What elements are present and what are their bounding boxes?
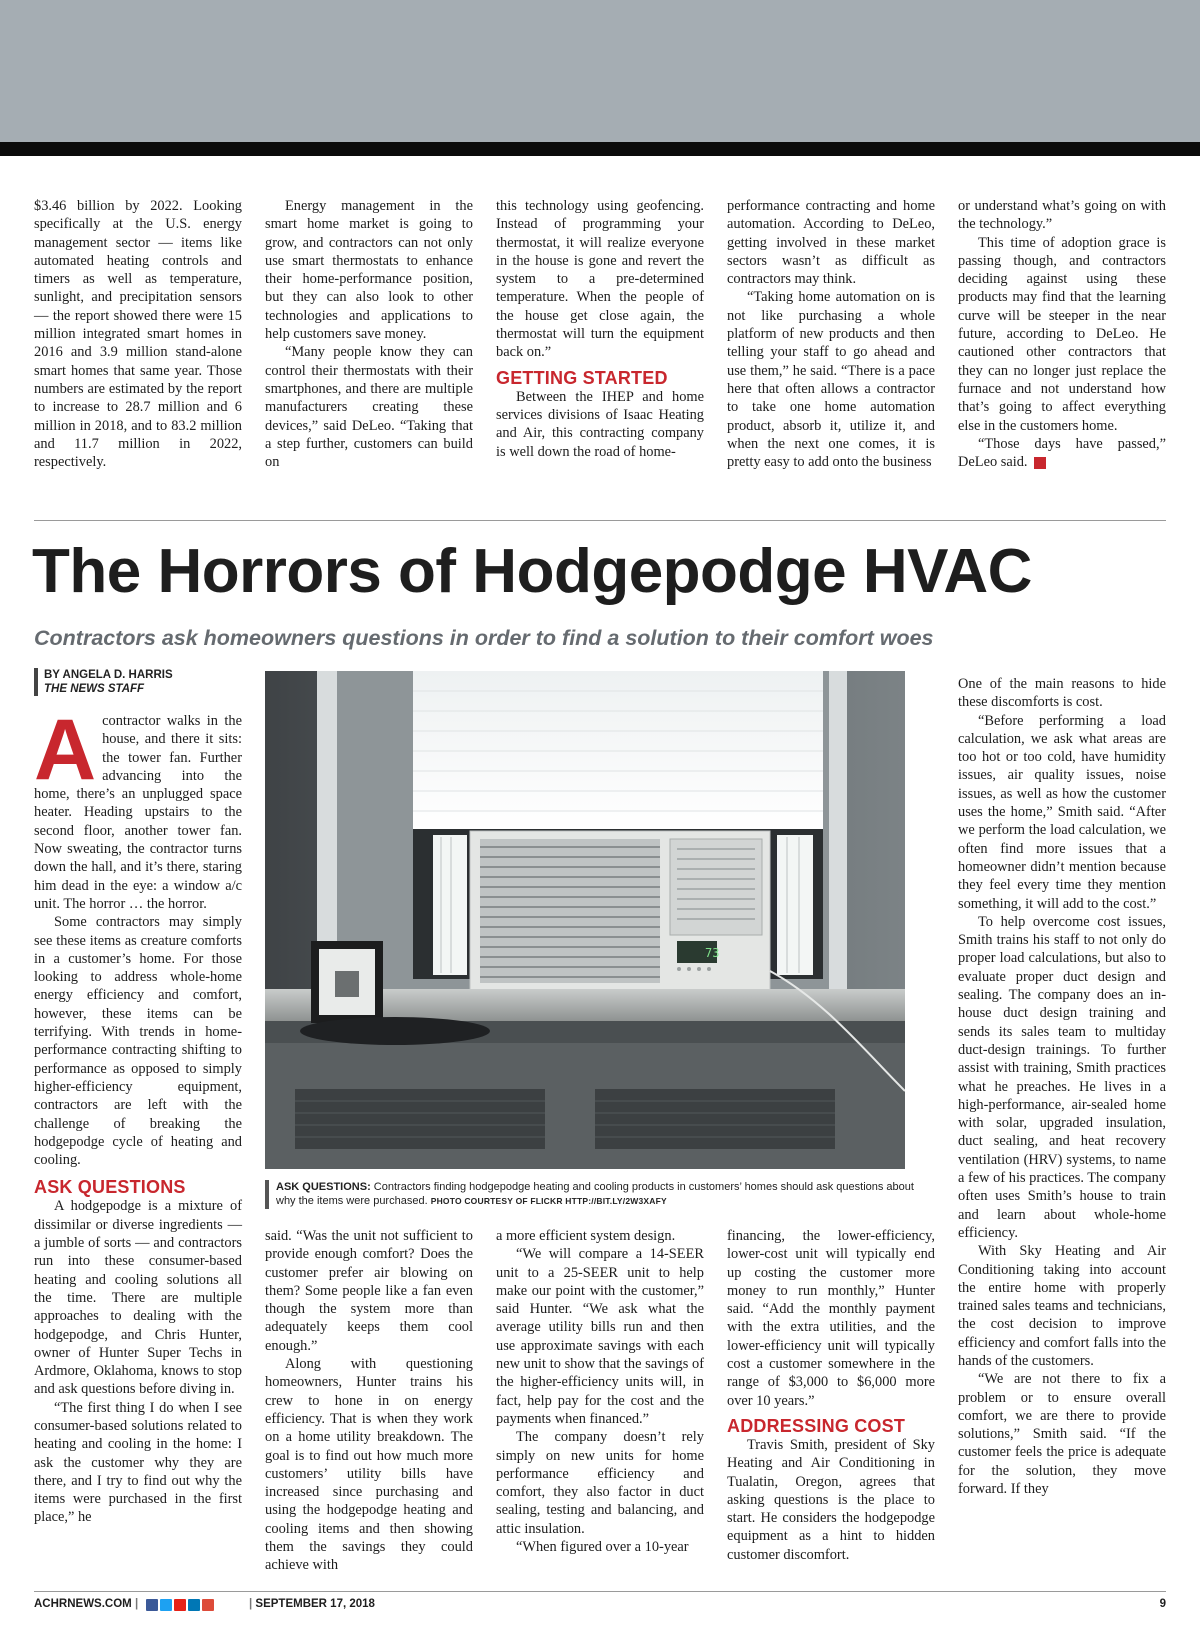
byline-staff: THE NEWS STAFF: [44, 683, 145, 695]
top-column-4: [727, 197, 935, 471]
drop-cap: A: [34, 702, 97, 798]
paragraph: “Many people know they can control their thermostats with their smartphones, and there are multiple manufacturers creating these devices,” said DeLeo. “Taking that a step further, customers can build on: [265, 344, 473, 471]
subheading-ask-questions: ASK QUESTIONS: [34, 1177, 186, 1198]
facebook-icon[interactable]: [146, 1599, 158, 1611]
window-ac-photo: [265, 671, 905, 1169]
header-band: [0, 0, 1200, 142]
paragraph: Along with questioning homeowners, Hunter trains his crew to hone in on energy efficiency. That is when they work on a home utility breakdown. The goal is to find out how much more customers’ utility bills have increased since purchasing and using the hodgepodge heating and cooling items and then showing them the savings they could achieve with: [265, 1356, 473, 1574]
paragraph: This time of adoption grace is passing though, and contractors deciding against using these products may find that the learning curve will be steeper in the near future, according to DeLeo. He cautioned other contractors that they can no longer just replace the furnace and not understand how that’s going to affect everything else in the customers home.: [958, 234, 1166, 434]
site-name: ACHRNEWS.COM: [34, 1598, 132, 1610]
paragraph: The company doesn’t rely simply on new units for home performance efficiency and comfort, they also factor in duct sealing, testing and balancing, and attic insulation.: [496, 1429, 704, 1537]
article-column-5: [958, 675, 1166, 1498]
page-number: 9: [1159, 1598, 1166, 1610]
paragraph: Travis Smith, president of Sky Heating and Air Conditioning in Tualatin, Oregon, agrees that asking questions is the place to start. He considers the hodgepodge equipment as a hint to hidden customer discomfort.: [727, 1436, 935, 1563]
article-column-1: [34, 702, 242, 1527]
paragraph: Between the IHEP and home services divisions of Isaac Heating and Air, this contracting company is well down the road of home-: [496, 388, 704, 460]
footer: [34, 1598, 1166, 1614]
paragraph: “We are not there to fix a problem or to ensure overall comfort, we are there to provide solutions,” Smith said. “If the customer feels the price is adequate for the solution, they move forward. If they: [958, 1371, 1166, 1498]
social-icons: [146, 1599, 216, 1611]
paragraph: Energy management in the smart home market is going to grow, and contractors can not only use smart thermostats to enhance their home-performance position, but they can also look to other technologies and applications to help customers save money.: [265, 198, 473, 343]
article-photo: [265, 671, 905, 1169]
paragraph-text: “Those days have passed,” DeLeo said.: [958, 435, 1166, 471]
paragraph: A hodgepodge is a mixture of dissimilar or diverse ingredients — a jumble of sorts — and contractors run into these consumer-based heating and cooling solutions all the time. There are multiple approaches to dealing with the hodgepodge, and Chris Hunter, owner of Hunter Super Techs in Ardmore, Oklahoma, knows to stop and ask questions before diving in.: [34, 1198, 242, 1398]
top-column-3: [496, 197, 704, 461]
caption-lead: ASK QUESTIONS:: [276, 1181, 371, 1193]
subheading-getting-started: GETTING STARTED: [496, 367, 668, 388]
article-column-4: [727, 1227, 935, 1564]
paragraph: “The first thing I do when I see consumer-based solutions related to heating and cooling in the home: I ask the customer why they are there, and I try to find out why the items were purchased in the first place,” he: [34, 1399, 242, 1526]
paragraph: “Taking home automation on is not like purchasing a whole platform of new products and then telling your staff to go ahead and use them,” he said. “There is a pace here that often allows a contractor to take one home automation product, absorb it, utilize it, and when the next one comes, it is pretty easy to add onto the business: [727, 289, 935, 471]
photo-credit: PHOTO COURTESY OF FLICKR HTTP://BIT.LY/2W3XAFY: [430, 1196, 667, 1207]
paragraph: Some contractors may simply see these items as creature comforts in a customer’s home. For those looking to address whole-home energy efficiency and comfort, however, these items can be terrifying. With trends in home-performance contracting shifting to performance as opposed to simply higher-efficiency equipment, contractors are left with the challenge of breaking the hodgepodge cycle of heating and cooling.: [34, 914, 242, 1169]
paragraph: said. “Was the unit not sufficient to provide enough comfort? Does the customer prefer air blowing on them? Some people like a fan even though the system more than adequately keeps them cool enough.”: [265, 1228, 473, 1354]
paragraph: With Sky Heating and Air Conditioning taking into account the entire home with properly trained sales teams and technicians, the cost decision to improve efficiency and comfort falls into the hands of the customers.: [958, 1243, 1166, 1369]
ac-display-reading: 73: [705, 946, 720, 960]
paragraph: or understand what’s going on with the technology.”: [958, 198, 1166, 233]
paragraph: One of the main reasons to hide these discomforts is cost.: [958, 676, 1166, 711]
youtube-icon[interactable]: [174, 1599, 186, 1611]
google-plus-icon[interactable]: [202, 1599, 214, 1611]
subheading-addressing-cost: ADDRESSING COST: [727, 1415, 906, 1436]
header-rule: [0, 142, 1200, 156]
paragraph: [958, 435, 1166, 472]
issue-date: | SEPTEMBER 17, 2018: [249, 1598, 375, 1610]
article-headline: The Horrors of Hodgepodge HVAC: [32, 537, 1032, 606]
linkedin-icon[interactable]: [188, 1599, 200, 1611]
byline: [34, 668, 173, 696]
paragraph: financing, the lower-efficiency, lower-cost unit will typically end up costing the customer more money to run monthly,” Hunter said. “Add the monthly payment with the extra utilities, and the lower-efficiency unit will typically cost a customer somewhere in the range of $3,000 to $6,000 more over 10 years.”: [727, 1228, 935, 1409]
site-link[interactable]: ACHRNEWS.COM |: [34, 1598, 139, 1610]
paragraph: performance contracting and home automation. According to DeLeo, getting involved in these market sectors wasn’t as difficult as contractors may think.: [727, 198, 935, 288]
top-column-2: [265, 197, 473, 471]
paragraph: To help overcome cost issues, Smith trains his staff to not only do proper load calculations, but also to evaluate proper duct design and sealing. The company does an in-house duct design training and sends its sales team to multiday duct-design trainings. To further assist with training, Smith practices what he preaches. He lives in a high-performance, air-sealed home with solar, upgraded insulation, duct sealing, and heat recovery ventilation (HRV) systems, to name a few of his practices. The company often uses Smith’s house to train and learn about whole-home efficiency.: [958, 913, 1166, 1241]
twitter-icon[interactable]: [160, 1599, 172, 1611]
issue-date-text: SEPTEMBER 17, 2018: [255, 1598, 375, 1610]
article-deck: Contractors ask homeowners questions in order to find a solution to their comfort woes: [34, 626, 934, 650]
top-column-1: [34, 197, 242, 471]
paragraph: “Before performing a load calculation, we ask what areas are too hot or too cold, have humidity issues, air quality issues, noise issues, as well as how the customer uses the home,” Smith said. “After we perform the load calculation, we often find more issues that a homeowner didn’t mention because they feel every time they mention something, it will add to the cost.”: [958, 712, 1166, 912]
paragraph: “We will compare a 14-SEER unit to a 25-SEER unit to help make our point with the customer,” said Hunter. “We ask what the average utility bills run and then use approximate savings with each new unit to show that the savings of the higher-efficiency units will, in fact, help pay for the cost and the payments when financed.”: [496, 1246, 704, 1427]
paragraph: a more efficient system design.: [496, 1228, 676, 1244]
article-column-3: [496, 1227, 704, 1556]
footer-rule: [34, 1591, 1166, 1592]
paragraph: “When figured over a 10-year: [516, 1539, 689, 1556]
byline-author: BY ANGELA D. HARRIS: [44, 669, 173, 681]
article-column-2: [265, 1227, 473, 1575]
paragraph: $3.46 billion by 2022. Looking specifically at the U.S. energy management sector — items like automated heating controls and timers as well as temperature, sunlight, and precipitation sensors — the report showed there were 15 million integrated smart homes in 2016 and 3.9 million stand-alone smart homes that same year. Those numbers are estimated by the report to increase to 28.7 million and 6 million in 2018, and to 83.2 million and 11.7 million in 2022, respectively.: [34, 198, 242, 471]
section-divider: [34, 520, 1166, 521]
paragraph: this technology using geofencing. Instead of programming your thermostat, it will realize everyone in the house is gone and revert the system to a pre-determined temperature. When the people of the house get close again, the thermostat will turn the equipment back on.”: [496, 198, 704, 361]
photo-caption: [265, 1180, 916, 1209]
end-mark-icon: N: [1034, 457, 1046, 469]
top-column-5: [958, 197, 1166, 471]
paragraph: contractor walks in the house, and there it sits: the tower fan. Further advancing into the home, there’s an unplugged space heater. Heading upstairs to the second floor, another tower fan. Now sweating, the contractor turns down the hall, and it’s there, staring him dead in the eye: a window a/c unit. The horror … the horror.: [34, 713, 242, 912]
caption-text: Contractors finding hodgepodge heating and cooling products in customers’ homes should ask questions about why the items were purchased.: [276, 1181, 914, 1208]
